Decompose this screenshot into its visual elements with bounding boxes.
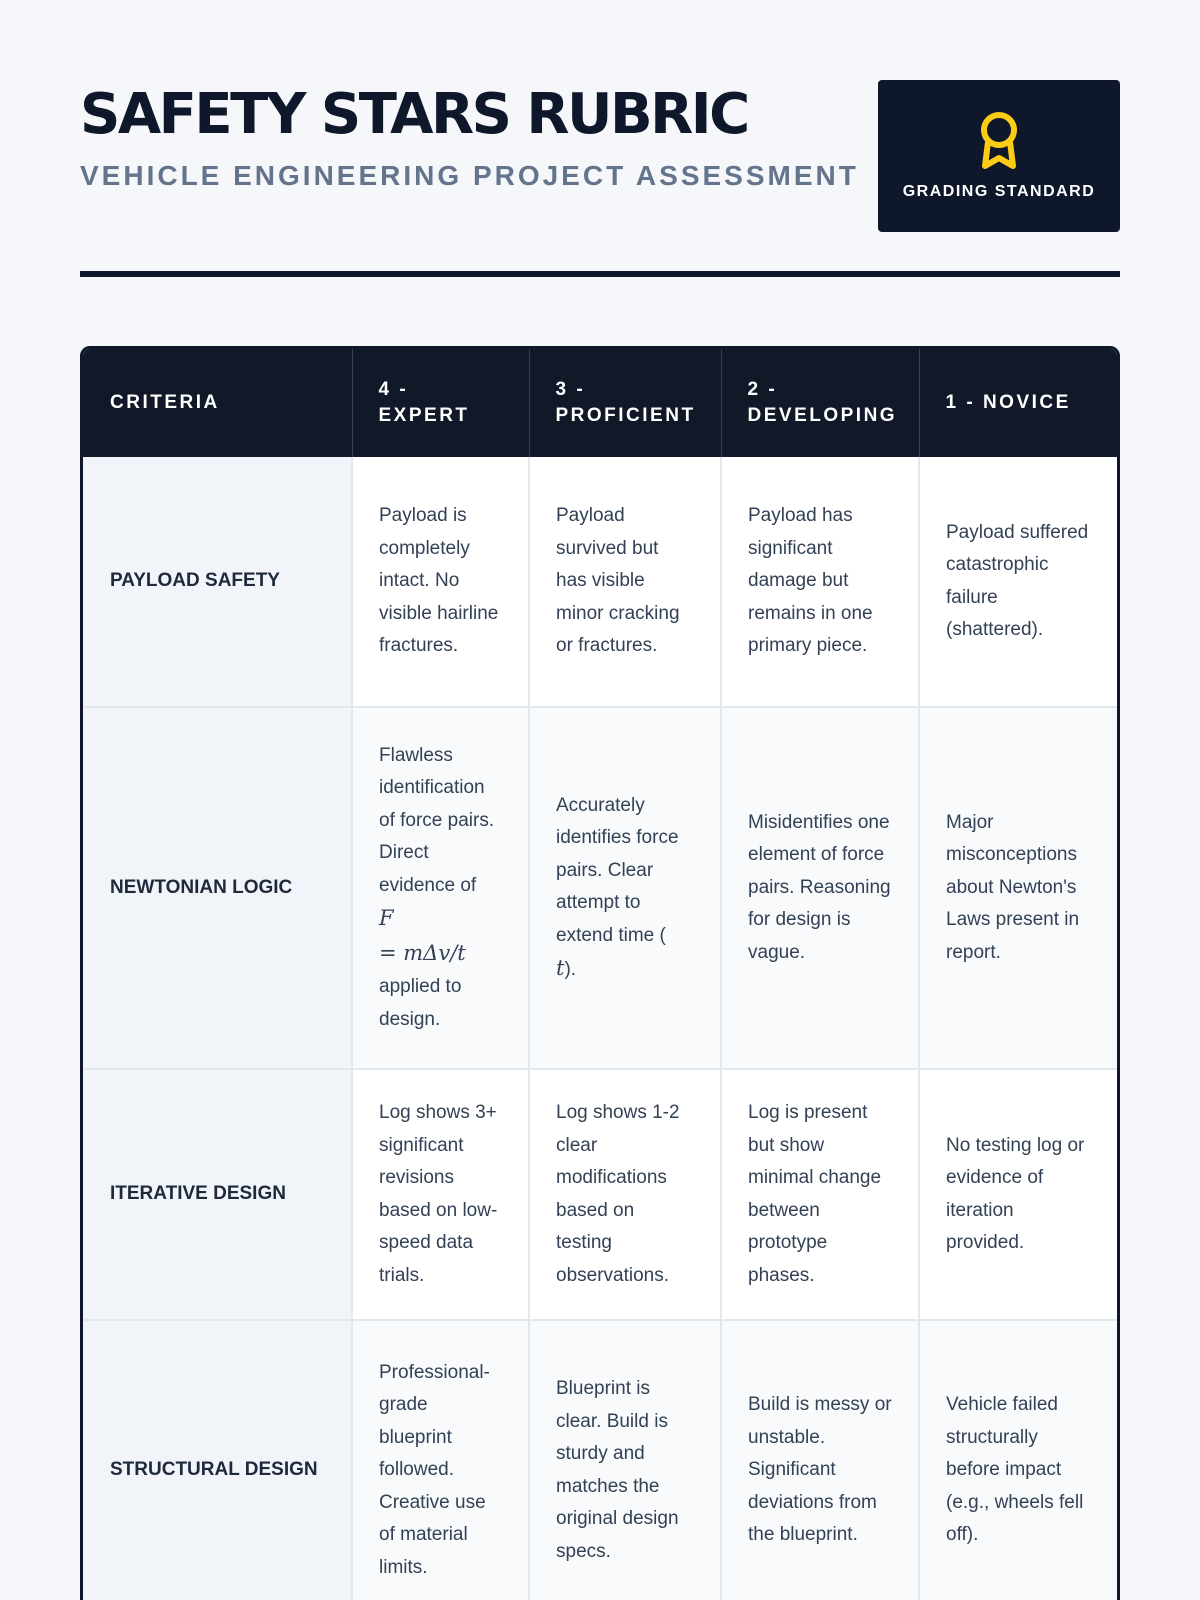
- expert-cell: [352, 707, 529, 1069]
- column-header-proficient: 3 - PROFICIENT: [529, 349, 721, 457]
- column-header-developing: 2 - DEVELOPING: [721, 349, 919, 457]
- table-row: [83, 457, 1117, 707]
- expert-cell: Payload is completely intact. No visible hairline fractures.: [352, 457, 529, 707]
- criterion-cell: ITERATIVE DESIGN: [83, 1069, 352, 1320]
- table-row: [83, 1069, 1117, 1320]
- table-row: [83, 707, 1117, 1069]
- header: [80, 0, 1120, 277]
- formula-force: F: [379, 906, 394, 931]
- developing-cell: Payload has significant damage but remains in one primary piece.: [721, 457, 919, 707]
- proficient-cell: Blueprint is clear. Build is sturdy and matches the original design specs.: [529, 1320, 721, 1600]
- table-header-row: [83, 349, 1117, 457]
- proficient-text-end: ).: [564, 959, 577, 980]
- page-title: SAFETY STARS RUBRIC: [80, 82, 748, 147]
- novice-cell: Payload suffered catastrophic failure (shattered).: [919, 457, 1117, 707]
- developing-cell: Log is present but show minimal change between prototype phases.: [721, 1069, 919, 1320]
- criterion-cell: PAYLOAD SAFETY: [83, 457, 352, 707]
- expert-text-end: applied to design.: [379, 976, 462, 1030]
- expert-cell: Professional-grade blueprint followed. Creative use of material limits.: [352, 1320, 529, 1600]
- proficient-text: Accurately identifies force pairs. Clear attempt to extend time (: [556, 794, 679, 946]
- novice-cell: No testing log or evidence of iteration provided.: [919, 1069, 1117, 1320]
- developing-cell: Misidentifies one element of force pairs. Reasoning for design is vague.: [721, 707, 919, 1069]
- novice-cell: Major misconceptions about Newton's Laws present in report.: [919, 707, 1117, 1069]
- criterion-cell: NEWTONIAN LOGIC: [83, 707, 352, 1069]
- formula-momentum: = mΔv/t: [379, 940, 466, 965]
- developing-cell: Build is messy or unstable. Significant deviations from the blueprint.: [721, 1320, 919, 1600]
- column-header-criteria: CRITERIA: [83, 349, 352, 457]
- proficient-cell: [529, 707, 721, 1069]
- table-row: [83, 1320, 1117, 1600]
- proficient-cell: Log shows 1-2 clear modifications based on testing observations.: [529, 1069, 721, 1320]
- expert-text: Flawless identification of force pairs. Direct evidence of: [379, 744, 495, 896]
- award-ribbon-icon: [974, 108, 1024, 174]
- criterion-cell: STRUCTURAL DESIGN: [83, 1320, 352, 1600]
- proficient-cell: Payload survived but has visible minor cracking or fractures.: [529, 457, 721, 707]
- column-header-novice: 1 - NOVICE: [919, 349, 1117, 457]
- header-divider: [80, 271, 1120, 277]
- badge-label: GRADING STANDARD: [902, 183, 1096, 200]
- column-header-expert: 4 - EXPERT: [352, 349, 529, 457]
- expert-cell: Log shows 3+ significant revisions based on low-speed data trials.: [352, 1069, 529, 1320]
- page-subtitle: VEHICLE ENGINEERING PROJECT ASSESSMENT: [80, 160, 859, 191]
- rubric-table: [80, 346, 1120, 1600]
- grading-standard-badge: [878, 80, 1120, 232]
- novice-cell: Vehicle failed structurally before impact (e.g., wheels fell off).: [919, 1320, 1117, 1600]
- formula-time: t: [556, 956, 565, 980]
